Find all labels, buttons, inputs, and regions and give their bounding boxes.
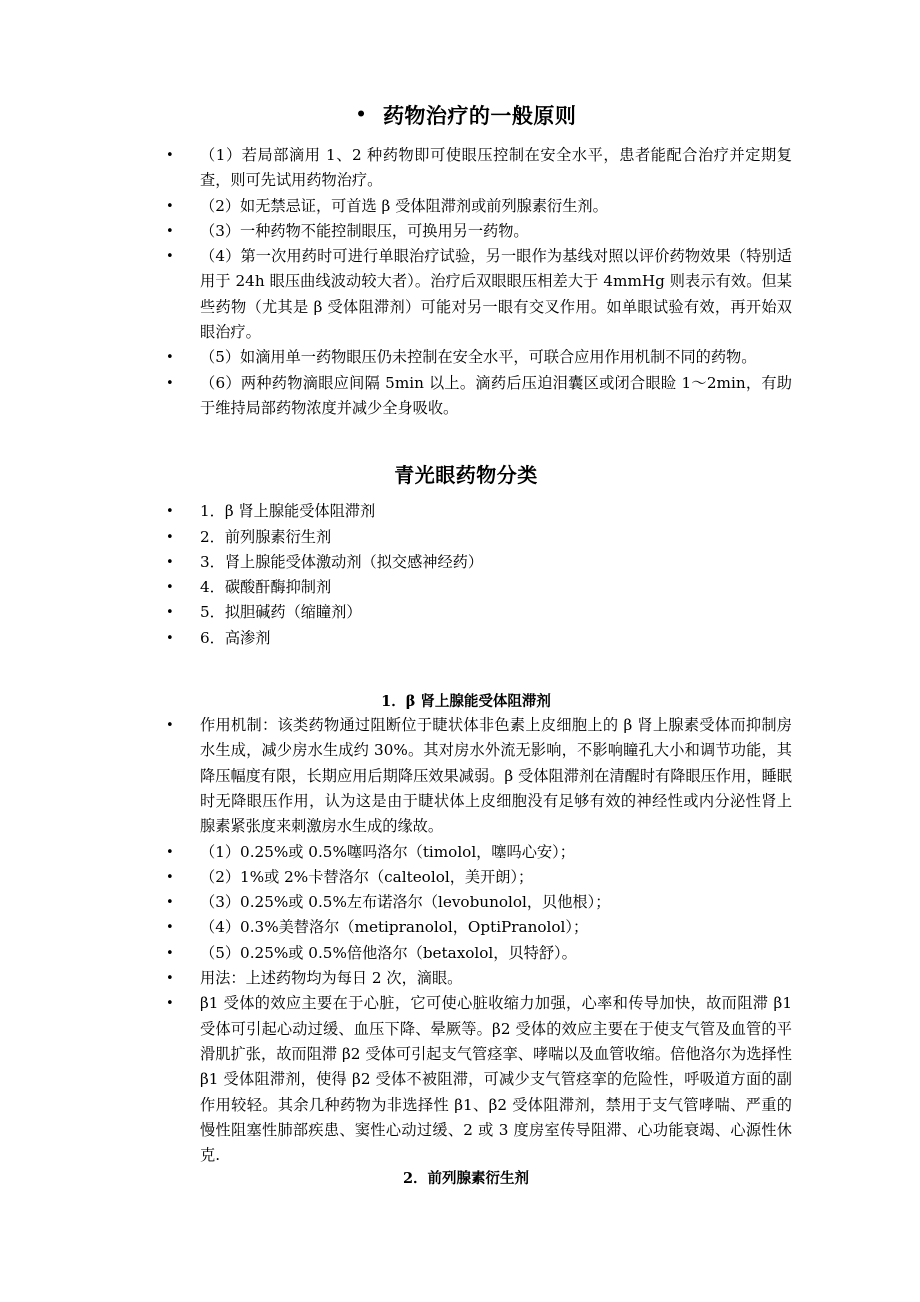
list-item — [140, 575, 792, 600]
drug-item-text: （1）0.25%或 0.5%噻吗洛尔（timolol，噻吗心安）； — [200, 842, 575, 861]
drug-item-text: （3）0.25%或 0.5%左布诺洛尔（levobunolol，贝他根）； — [200, 893, 611, 912]
beta-blocker-list — [140, 713, 792, 1168]
list-item — [140, 219, 792, 244]
list-item-text: 3．肾上腺能受体激动剂（拟交感神经药） — [200, 552, 484, 571]
bullet-icon: • — [166, 971, 174, 987]
bullet-icon: • — [166, 920, 174, 936]
page-title-text: 药物治疗的一般原则 — [382, 103, 577, 128]
bullet-icon: • — [166, 895, 174, 911]
list-item — [140, 915, 792, 940]
bullet-icon: • — [166, 945, 174, 961]
classification-heading: 青光眼药物分类 — [394, 463, 538, 488]
bullet-icon: • — [166, 223, 174, 239]
list-item — [140, 966, 792, 991]
list-item — [140, 600, 792, 625]
drug-item-text: （2）1%或 2%卡替洛尔（calteolol，美开朗）； — [200, 867, 534, 886]
list-item — [140, 550, 792, 575]
list-item-text: （1）若局部滴用 1、2 种药物即可使眼压控制在安全水平，患者能配合治疗并定期复查，则可先试用药物治疗。 — [200, 146, 792, 190]
mechanism-text: 作用机制：该类药物通过阻断位于睫状体非色素上皮细胞上的 β 肾上腺素受体而抑制房水生成，减少房水生成约 30%。其对房水外流无影响，不影响瞳孔大小和调节功能，其降压幅度有限，长期应用后期降压效果减弱。β 受体阻滞剂在清醒时有降眼压作用，睡眠时无降眼压作用，认为这是由于睫状体上皮细胞没有足够有效的神经性或内分泌性肾上腺素紧张度来刺激房水生成的缘故。 — [200, 716, 792, 836]
drug-item-text: （5）0.25%或 0.5%倍他洛尔（betaxolol，贝特舒）。 — [200, 943, 577, 962]
list-item — [140, 244, 792, 345]
usage-text: 用法：上述药物均为每日 2 次，滴眼。 — [200, 969, 463, 988]
bullet-icon: • — [166, 844, 174, 860]
list-item — [140, 890, 792, 915]
classification-list — [140, 499, 792, 651]
bullet-icon: • — [166, 630, 174, 646]
principles-list — [140, 143, 792, 421]
section-gap — [140, 421, 792, 461]
list-item-text: （4）第一次用药时可进行单眼治疗试验，另一眼作为基线对照以评价药物效果（特别适用于 24h 眼压曲线波动较大者）。治疗后双眼眼压相差大于 4mmHg 则表示有效。但某些药物（尤其是 β 受体阻滞剂）可能对另一眼有交叉作用。如单眼试验有效，再开始双眼治疗。 — [200, 247, 792, 342]
bullet-icon: • — [166, 350, 174, 366]
list-item — [140, 525, 792, 550]
list-item — [140, 194, 792, 219]
list-item-text: （6）两种药物滴眼应间隔 5min 以上。滴药后压迫泪囊区或闭合眼睑 1～2min，有助于维持局部药物浓度并减少全身吸收。 — [200, 373, 792, 417]
list-item-text: 1．β 肾上腺能受体阻滞剂 — [200, 502, 376, 521]
bullet-icon: • — [166, 580, 174, 596]
list-item — [140, 941, 792, 966]
prostaglandin-heading: 2．前列腺素衍生剂 — [402, 1170, 530, 1188]
list-item-text: （2）如无禁忌证，可首选 β 受体阻滞剂或前列腺素衍生剂。 — [200, 196, 608, 215]
bullet-icon: • — [166, 504, 174, 520]
list-item-text: 5．拟胆碱药（缩瞳剂） — [200, 603, 362, 622]
document-content — [140, 100, 792, 1190]
list-item-text: 2．前列腺素衍生剂 — [200, 527, 332, 546]
list-item — [140, 991, 792, 1168]
drug-item-text: （4）0.3%美替洛尔（metipranolol，OptiPranolol）； — [200, 918, 589, 937]
bullet-icon: • — [166, 996, 174, 1012]
bullet-icon: • — [166, 554, 174, 570]
list-item — [140, 713, 792, 839]
section-gap — [140, 651, 792, 691]
list-item — [140, 865, 792, 890]
title-bullet-icon: • — [355, 105, 367, 125]
beta-blocker-heading: 1．β 肾上腺能受体阻滞剂 — [381, 693, 551, 711]
list-item-text: 6．高渗剂 — [200, 628, 271, 647]
list-item — [140, 371, 792, 422]
bullet-icon: • — [166, 529, 174, 545]
list-item — [140, 143, 792, 194]
list-item — [140, 499, 792, 524]
bullet-icon: • — [166, 718, 174, 734]
list-item-text: 4．碳酸酐酶抑制剂 — [200, 578, 332, 597]
bullet-icon: • — [166, 869, 174, 885]
list-item — [140, 345, 792, 370]
pharmacology-text: β1 受体的效应主要在于心脏，它可使心脏收缩力加强，心率和传导加快，故而阻滞 β1 受体可引起心动过缓、血压下降、晕厥等。β2 受体的效应主要在于使支气管及血管的平滑肌扩张，故而阻滞 β2 受体可引起支气管痉挛、哮喘以及血管收缩。倍他洛尔为选择性 β1 受体阻滞剂，使得 β2 受体不被阻滞，可减少支气管痉挛的危险性，呼吸道方面的副作用较轻。其余几种药物为非选择性 β1、β2 受体阻滞剂，禁用于支气管哮喘、严重的慢性阻塞性肺部疾患、窦性心动过缓、2 或 3 度房室传导阻滞、心功能衰竭、心源性休克. — [200, 994, 792, 1165]
list-item — [140, 626, 792, 651]
list-item-text: （5）如滴用单一药物眼压仍未控制在安全水平，可联合应用作用机制不同的药物。 — [200, 348, 757, 367]
bullet-icon: • — [166, 249, 174, 265]
list-item — [140, 840, 792, 865]
bullet-icon: • — [166, 198, 174, 214]
heading-gap — [140, 489, 792, 499]
bullet-icon: • — [166, 375, 174, 391]
page-title — [140, 100, 792, 131]
bullet-icon: • — [166, 605, 174, 621]
list-item-text: （3）一种药物不能控制眼压，可换用另一药物。 — [200, 221, 529, 240]
bullet-icon: • — [166, 148, 174, 163]
